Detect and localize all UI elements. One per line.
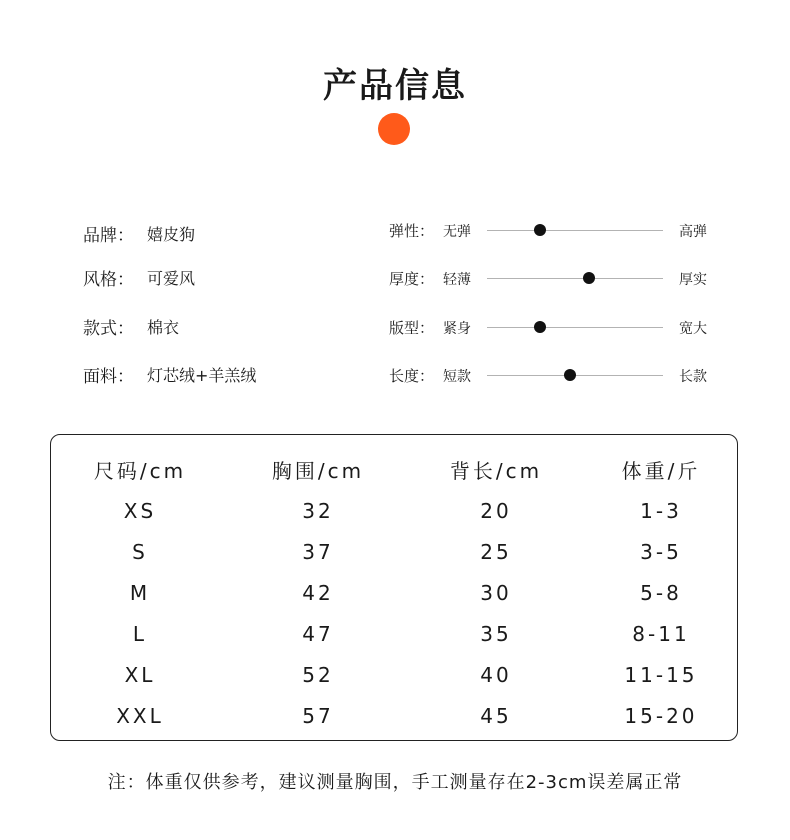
- scale-label: 版型：: [389, 319, 435, 337]
- scale-high-label: 长款: [679, 369, 707, 385]
- scale-knob: [534, 321, 546, 333]
- attribute-brand: [83, 220, 195, 246]
- scale-track: [487, 327, 663, 328]
- table-row: [51, 572, 737, 613]
- scale-high-label: 高弹: [679, 224, 707, 240]
- table-cell: S: [132, 539, 148, 564]
- table-cell: 5-8: [640, 580, 682, 605]
- table-row: [51, 654, 737, 695]
- table-cell: 42: [302, 580, 334, 605]
- table-cell: M: [129, 580, 151, 605]
- table-cell: 45: [480, 703, 512, 728]
- scale-high-label: 厚实: [679, 272, 707, 288]
- table-cell: 20: [480, 498, 512, 523]
- table-cell: XXL: [116, 703, 164, 728]
- table-cell: 11-15: [624, 662, 698, 687]
- scale-high-label: 宽大: [679, 321, 707, 337]
- scale-label: 长度：: [389, 367, 435, 385]
- table-cell: 47: [302, 621, 334, 646]
- column-header-chest: 胸围/cm: [271, 459, 365, 483]
- column-header-size: 尺码/cm: [93, 459, 187, 483]
- table-cell: 35: [480, 621, 512, 646]
- measurement-note: 注：体重仅供参考，建议测量胸围，手工测量存在2-3cm误差属正常: [107, 772, 683, 793]
- table-header-row: [51, 449, 737, 490]
- table-cell: XL: [124, 662, 156, 687]
- table-cell: 15-20: [624, 703, 698, 728]
- scale-knob: [583, 272, 595, 284]
- scale-knob: [534, 224, 546, 236]
- attribute-value: 嬉皮狗: [147, 224, 196, 244]
- table-cell: 57: [302, 703, 334, 728]
- scale-track: [487, 278, 663, 279]
- attribute-value: 棉衣: [147, 317, 180, 337]
- size-chart: [50, 434, 738, 741]
- table-cell: 32: [302, 498, 334, 523]
- table-cell: 52: [302, 662, 334, 687]
- attribute-style: [83, 264, 195, 290]
- accent-dot-icon: [378, 113, 410, 145]
- size-table: [51, 449, 737, 736]
- table-cell: 40: [480, 662, 512, 687]
- scale-track: [487, 230, 663, 231]
- scale-knob: [564, 369, 576, 381]
- table-cell: L: [132, 621, 148, 646]
- attribute-value: 可爱风: [147, 268, 196, 288]
- scale-elasticity: [389, 217, 719, 243]
- table-cell: 30: [480, 580, 512, 605]
- scale-low-label: 轻薄: [443, 272, 471, 288]
- scale-length: [389, 362, 719, 388]
- attribute-type: [83, 313, 179, 339]
- scale-label: 弹性：: [389, 222, 435, 240]
- table-row: [51, 613, 737, 654]
- table-cell: 1-3: [640, 498, 682, 523]
- table-cell: 25: [480, 539, 512, 564]
- scale-low-label: 紧身: [443, 321, 471, 337]
- attribute-fabric: [83, 361, 256, 387]
- table-row: [51, 531, 737, 572]
- scale-thickness: [389, 265, 719, 291]
- attribute-value: 灯芯绒+羊羔绒: [147, 365, 257, 385]
- attribute-label: 款式：: [83, 318, 134, 339]
- table-cell: XS: [123, 498, 157, 523]
- table-cell: 3-5: [640, 539, 682, 564]
- table-cell: 8-11: [632, 621, 690, 646]
- page-title: 产品信息: [323, 66, 467, 106]
- table-row: [51, 490, 737, 531]
- table-cell: 37: [302, 539, 334, 564]
- attribute-label: 风格：: [83, 269, 134, 290]
- attribute-label: 面料：: [83, 366, 134, 387]
- scale-fit: [389, 314, 719, 340]
- scale-label: 厚度：: [389, 270, 435, 288]
- scale-low-label: 短款: [443, 369, 471, 385]
- attribute-label: 品牌：: [83, 225, 134, 246]
- column-header-back-length: 背长/cm: [449, 459, 543, 483]
- scale-low-label: 无弹: [443, 224, 471, 240]
- column-header-weight: 体重/斤: [621, 459, 701, 483]
- table-row: [51, 695, 737, 736]
